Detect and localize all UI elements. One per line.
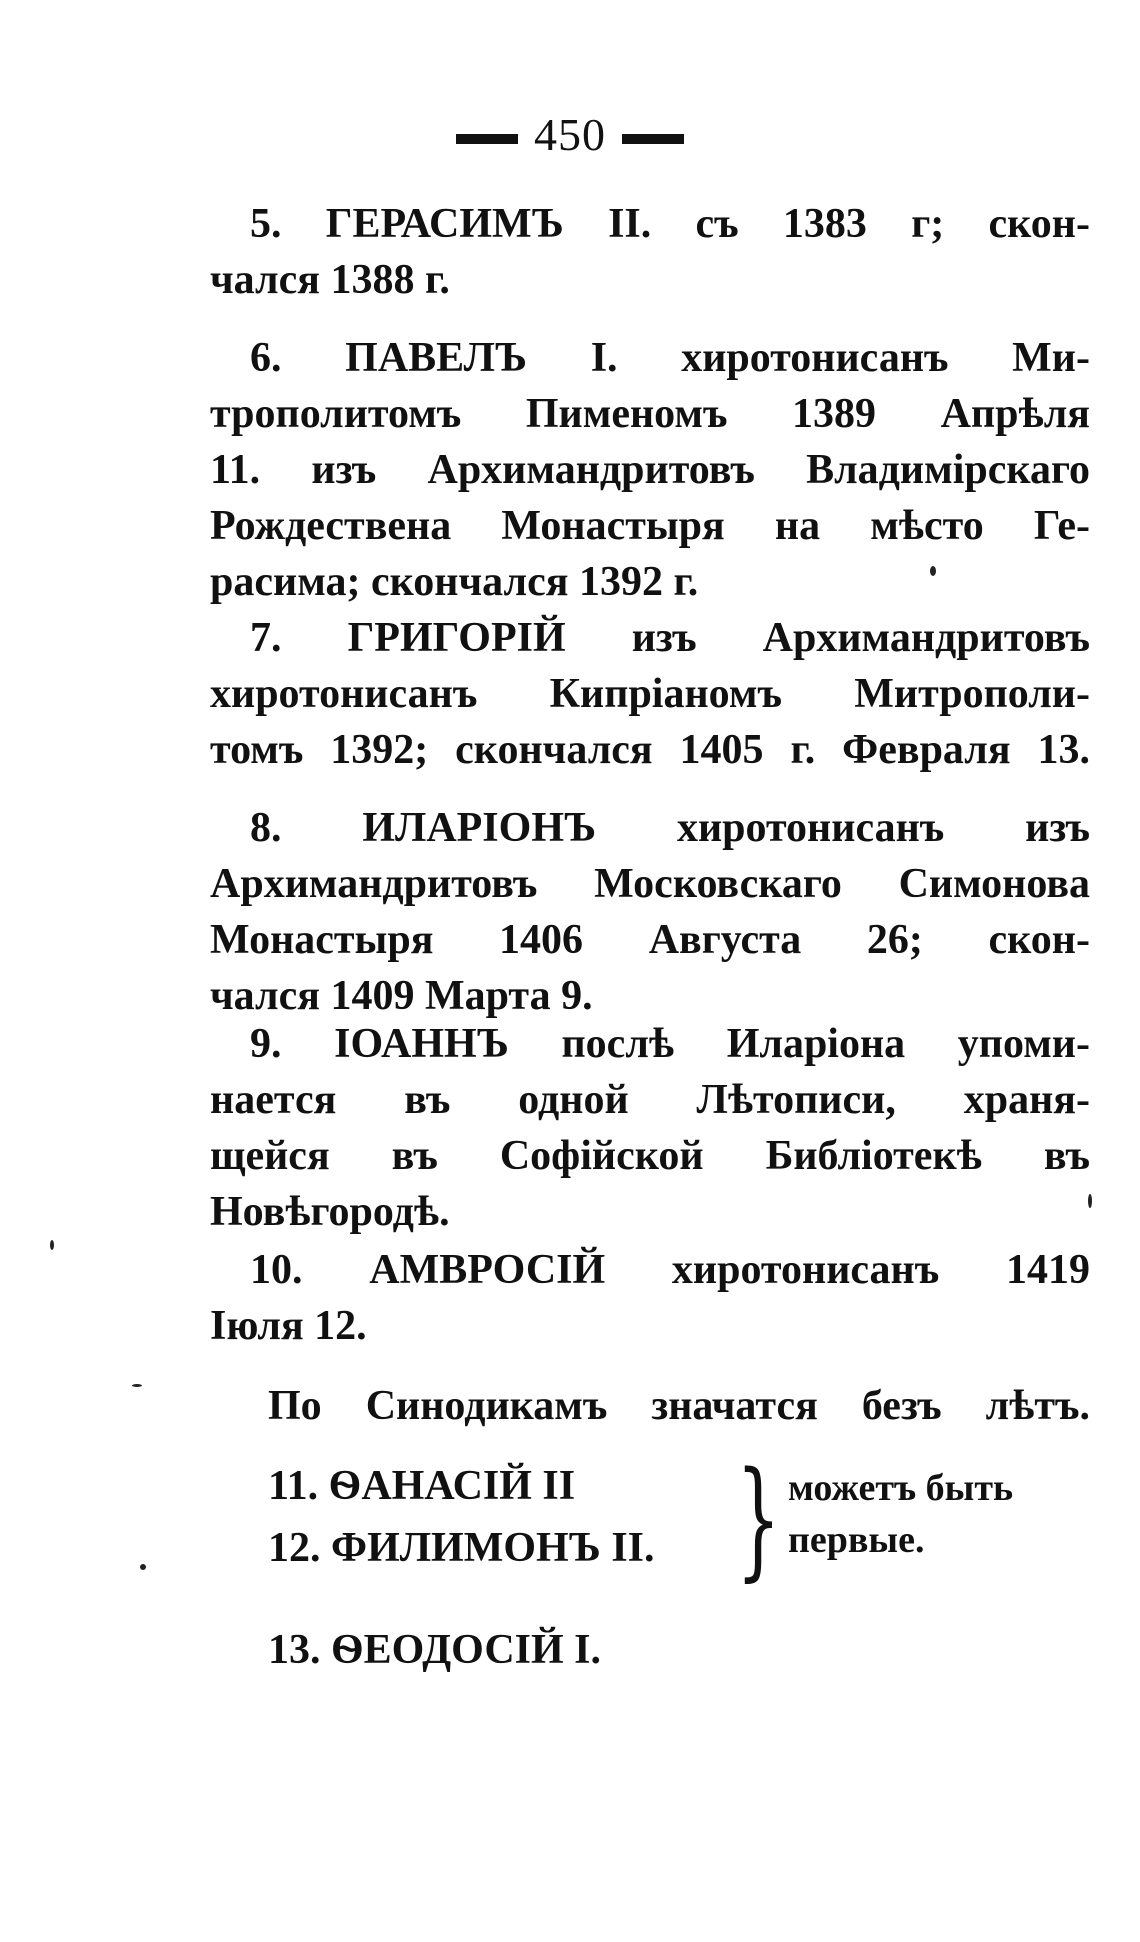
entry-9-line-3: щейся въ Софійской Библіотекѣ въ	[210, 1133, 1090, 1179]
dash-left	[456, 134, 518, 144]
undated-group	[268, 1445, 1098, 1594]
entry-9	[210, 1016, 1090, 1240]
item-13: 13. ѲЕОДОСІЙ I.	[268, 1627, 602, 1673]
entry-9-line-1: 9. ІОАННЪ послѣ Иларіона упоми-	[250, 1021, 1090, 1067]
entry-8-line-2: Архимандритовъ Московскаго Симонова	[210, 861, 1090, 907]
scan-speck	[132, 1384, 142, 1387]
dash-right	[622, 134, 684, 144]
entry-5-line-1: 5. ГЕРАСИМЪ II. съ 1383 г; скон-	[250, 201, 1090, 247]
page-number-text: 450	[534, 109, 606, 160]
group-item-12: 12. ФИЛИМОНЪ II.	[268, 1525, 655, 1571]
entry-8	[210, 800, 1090, 1024]
entry-7-line-1: 7. ГРИГОРІЙ изъ Архимандритовъ	[250, 615, 1090, 661]
entry-7-line-3: томъ 1392; скончался 1405 г. Февраля 13.	[210, 727, 1090, 773]
entry-5-line-2: чался 1388 г.	[210, 257, 450, 303]
entry-8-line-1: 8. ИЛАРІОНЪ хиротонисанъ изъ	[250, 805, 1090, 851]
entry-6	[210, 330, 1090, 610]
entry-10-line-2: Іюля 12.	[210, 1303, 367, 1349]
entry-6-line-2: трополитомъ Пименомъ 1389 Апрѣля	[210, 391, 1090, 437]
entry-6-line-1: 6. ПАВЕЛЪ I. хиротонисанъ Ми-	[250, 335, 1090, 381]
entry-10	[210, 1242, 1090, 1354]
page-number	[0, 108, 1140, 161]
entry-6-line-4: Рождествена Монастыря на мѣсто Ге-	[210, 503, 1090, 549]
section-heading: По Синодикамъ значатся безъ лѣтъ.	[268, 1383, 1090, 1429]
entry-7-line-2: хиротонисанъ Кипріаномъ Митрополи-	[210, 671, 1090, 717]
entry-6-line-3: 11. изъ Архимандритовъ Владимірскаго	[210, 447, 1090, 493]
entry-8-line-3: Монастыря 1406 Августа 26; скон-	[210, 917, 1090, 963]
entry-10-line-1: 10. АМВРОСІЙ хиротонисанъ 1419	[250, 1247, 1090, 1293]
scan-speck	[50, 1240, 54, 1250]
entry-5	[210, 196, 1090, 308]
curly-brace-icon: }	[736, 1445, 781, 1594]
entry-9-line-4: Новѣгородѣ.	[210, 1189, 450, 1235]
group-item-11: 11. ѲАНАСІЙ II	[268, 1463, 576, 1509]
entry-7	[210, 610, 1090, 778]
entry-8-line-4: чался 1409 Марта 9.	[210, 973, 593, 1019]
scan-speck	[1088, 1194, 1092, 1208]
entry-9-line-2: нается въ одной Лѣтописи, храня-	[210, 1077, 1090, 1123]
group-note-line-1: можетъ быть	[788, 1467, 1014, 1509]
scan-speck	[140, 1564, 146, 1570]
group-note-line-2: первые.	[788, 1519, 925, 1561]
entry-6-line-5: расима; скончался 1392 г.	[210, 559, 699, 605]
scan-speck	[930, 566, 936, 576]
